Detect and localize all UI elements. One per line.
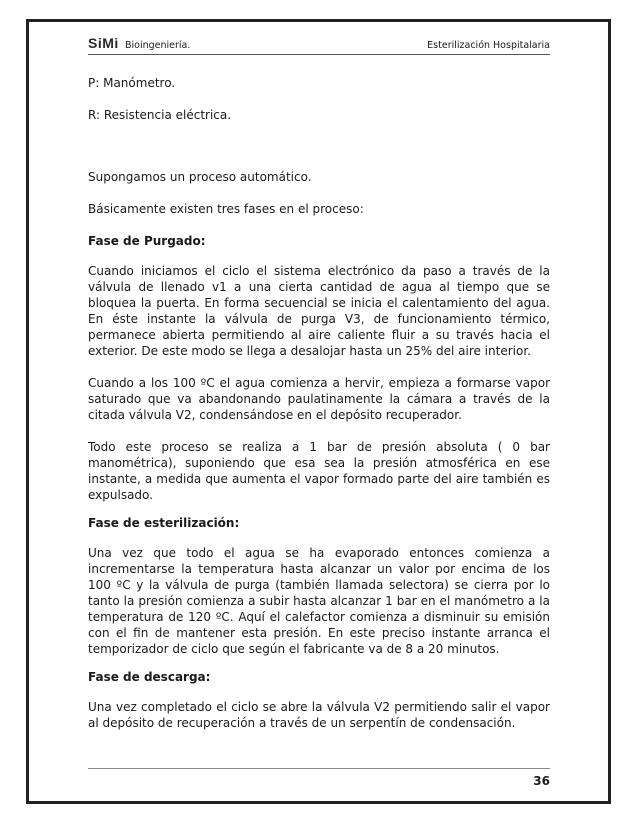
- descarga-paragraph: Una vez completado el ciclo se abre la válvula V2 permitiendo salir el vapor al depósito de recuperación a través de un serpentín de condensación.: [88, 700, 550, 730]
- legend-resistance: R: Resistencia eléctrica.: [88, 108, 232, 122]
- document-body: [88, 75, 550, 731]
- intro-paragraph: Supongamos un proceso automático.: [88, 170, 312, 184]
- heading-purgado: Fase de Purgado:: [88, 234, 206, 248]
- esterilizacion-paragraph: Una vez que todo el agua se ha evaporado entonces comienza a incrementarse la temperatura hasta alcanzar un valor por encima de los 100 ºC y la válvula de purga (también llamada selectora) se cierra por lo tanto la presión comienza a subir hasta alcanzar 1 bar en el manómetro a la temperatura de 120 ºC. Aquí el calefactor comienza a disminuir su emisión con el fin de mantener esta presión. En este preciso instante arranca el temporizador de ciclo que según el fabricante va de 8 a 20 minutos.: [88, 546, 550, 656]
- purgado-paragraph-1: Cuando iniciamos el ciclo el sistema electrónico da paso a través de la válvula de llenado v1 a una cierta cantidad de agua al tiempo que se bloquea la puerta. En forma secuencial se inicia el calentamiento del agua. En éste instante la válvula de purga V3, de funcionamiento térmico, permanece abierta permitiendo al aire caliente fluir a su través hacia el exterior. De este modo se llega a desalojar hasta un 25% del aire interior.: [88, 264, 550, 358]
- footer-divider: [88, 768, 550, 769]
- heading-esterilizacion: Fase de esterilización:: [88, 516, 240, 530]
- purgado-paragraph-3: Todo este proceso se realiza a 1 bar de presión absoluta ( 0 bar manométrica), suponiendo que esa sea la presión atmosférica en ese instante, a medida que aumenta el vapor formado parte del aire también es expulsado.: [88, 440, 550, 502]
- page-number: 36: [533, 774, 550, 788]
- simi-logo: SiMi: [88, 35, 119, 51]
- purgado-paragraph-2: Cuando a los 100 ºC el agua comienza a hervir, empieza a formarse vapor saturado que va abandonando paulatinamente la cámara a través de la citada válvula V2, condensándose en el depósito recuperador.: [88, 376, 550, 422]
- page-header: [88, 34, 550, 55]
- legend-manometer: P: Manómetro.: [88, 76, 176, 90]
- heading-descarga: Fase de descarga:: [88, 670, 211, 684]
- phases-intro: Básicamente existen tres fases en el proceso:: [88, 202, 364, 216]
- header-left-text: Bioingeniería.: [125, 40, 191, 51]
- header-right-text: Esterilización Hospitalaria: [427, 40, 550, 51]
